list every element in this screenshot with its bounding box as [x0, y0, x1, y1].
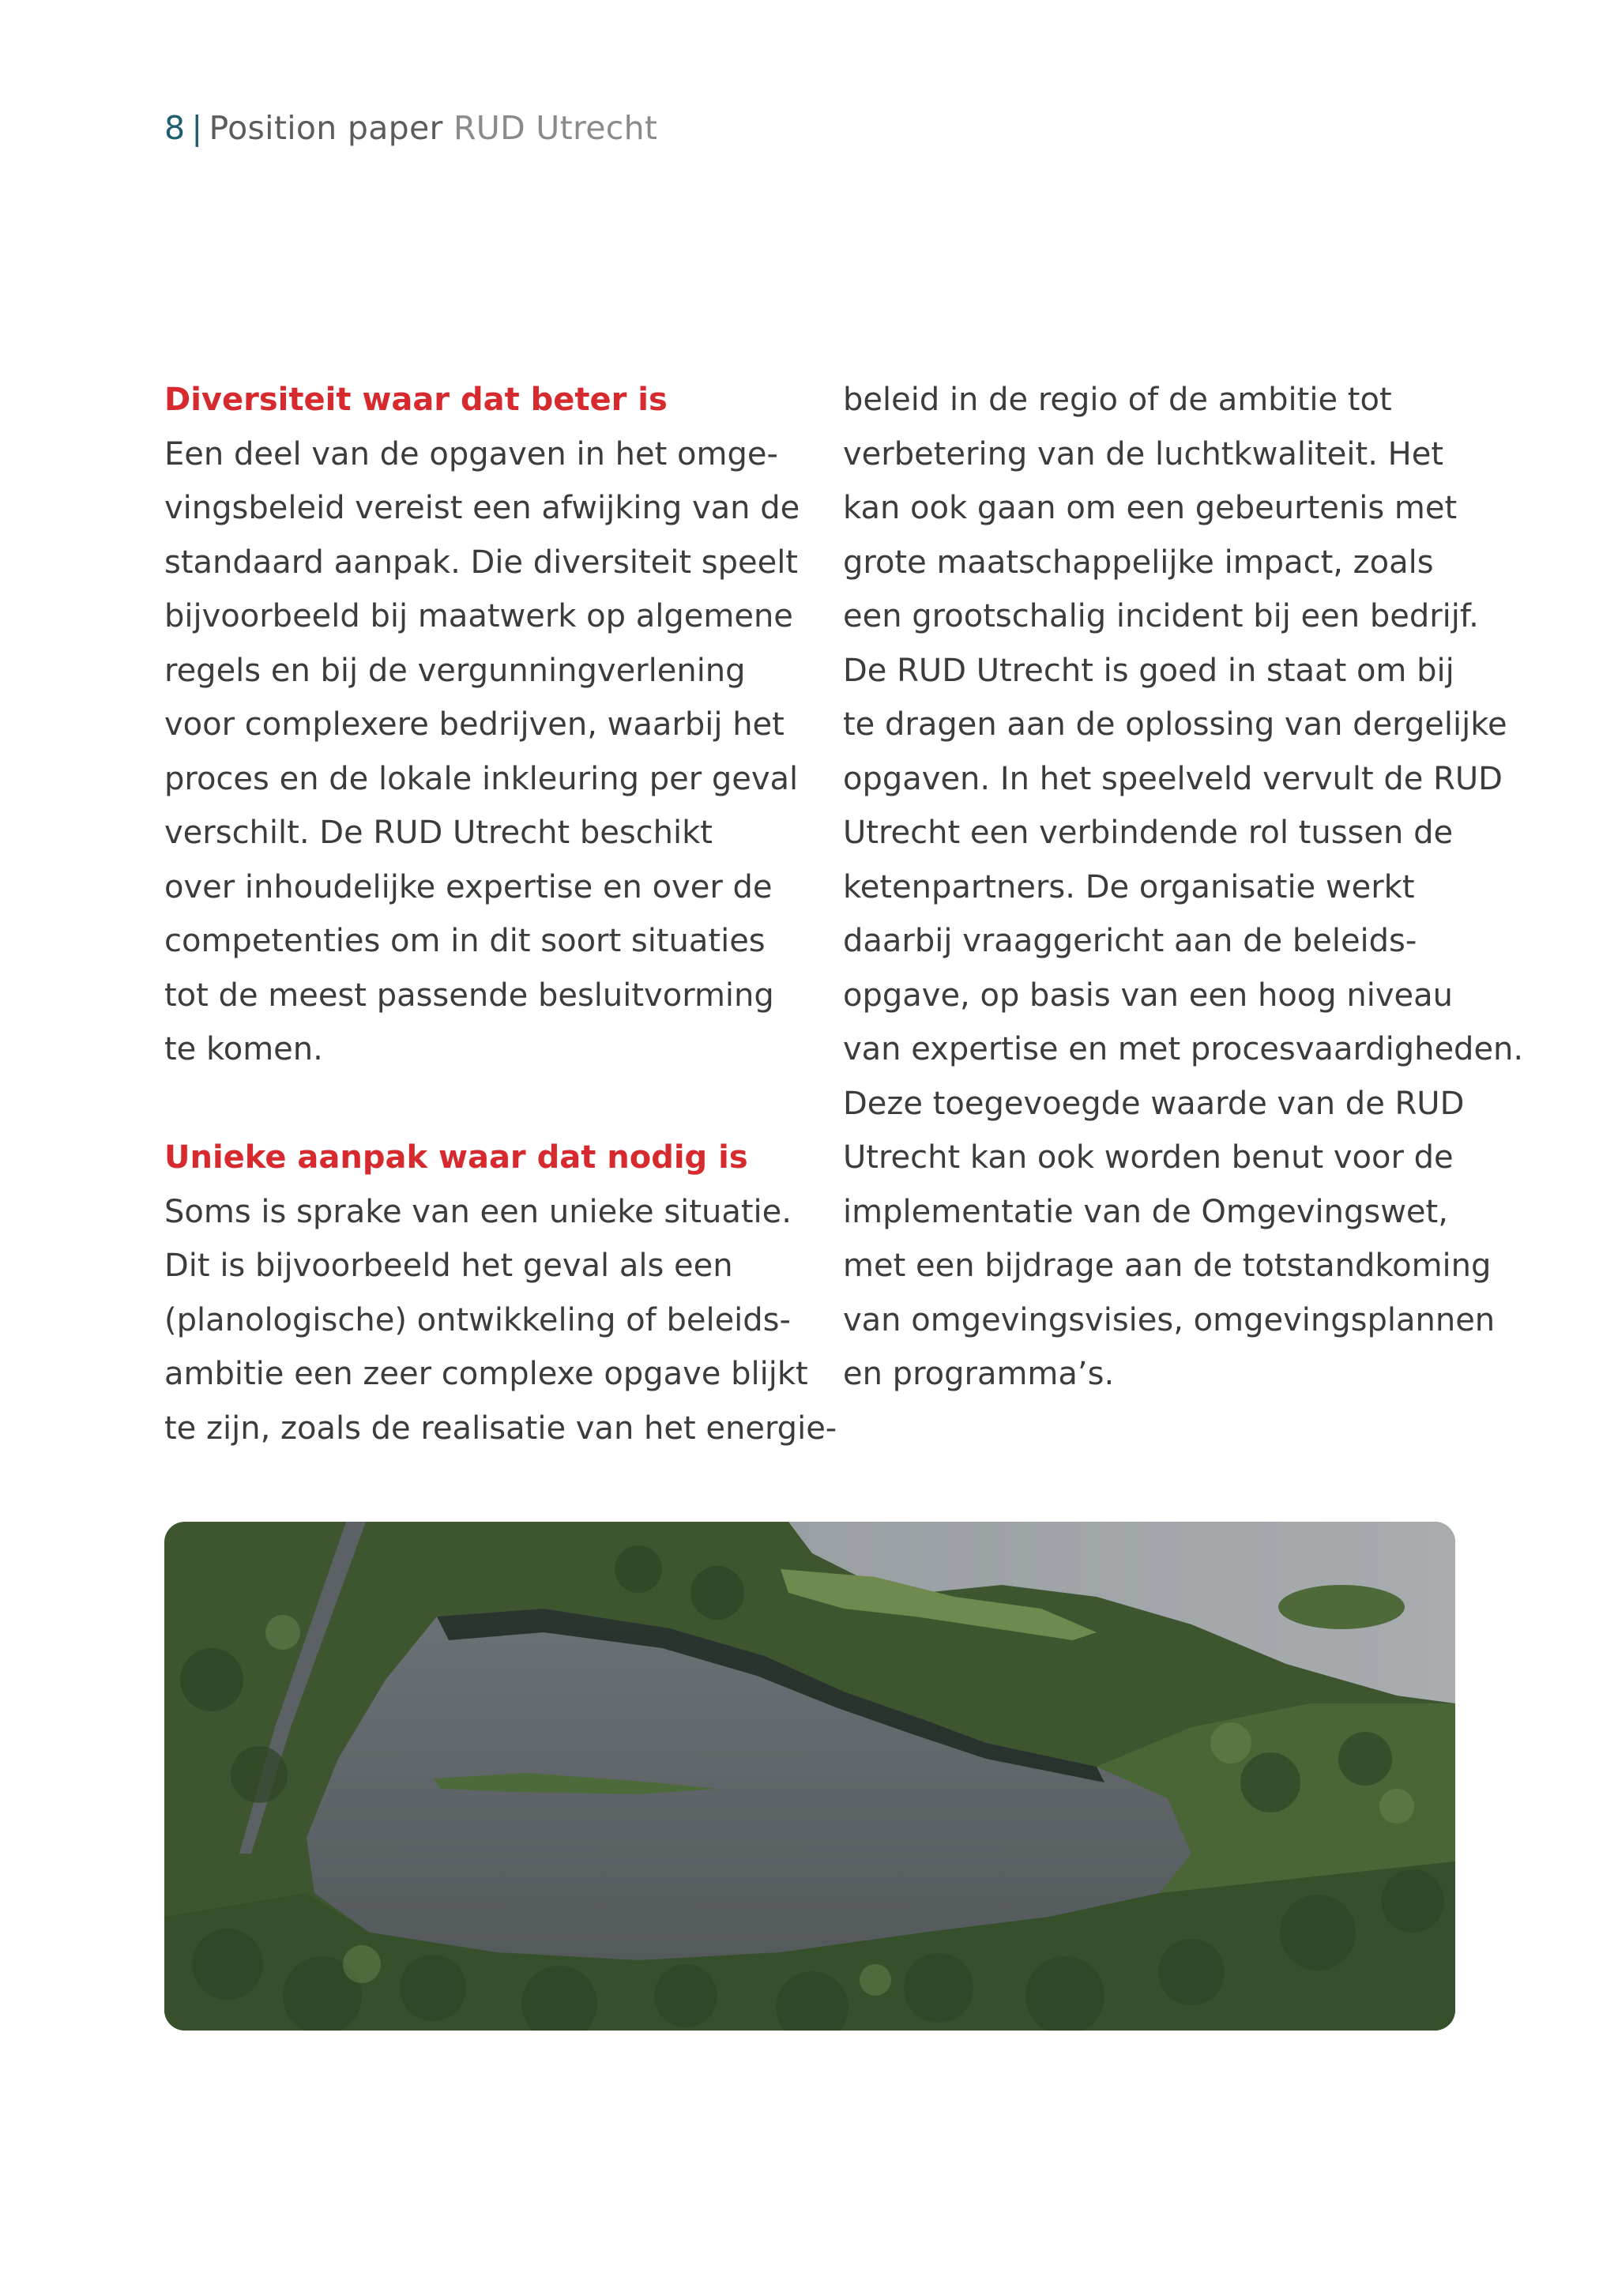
body-line: te komen. [164, 1031, 323, 1067]
right-column [843, 373, 1524, 1402]
body-line: opgave, op basis van een hoog niveau [843, 977, 1454, 1014]
body-line: Deze toegevoegde waarde van de RUD [843, 1085, 1465, 1122]
body-line: ketenpartners. De organisatie werkt [843, 868, 1415, 905]
body-line: een grootschalig incident bij een bedrijf. [843, 598, 1479, 634]
body-line: proces en de lokale inkleuring per geval [164, 760, 799, 797]
body-line: daarbij vraaggericht aan de beleids- [843, 923, 1417, 959]
running-header [164, 107, 657, 149]
body-line: standaard aanpak. Die diversiteit speelt [164, 544, 798, 581]
aerial-lake-photo [164, 1522, 1455, 2031]
body-line: van expertise en met procesvaardigheden. [843, 1031, 1524, 1067]
body-line: van omgevingsvisies, omgevingsplannen [843, 1301, 1496, 1338]
section-heading-unieke-aanpak: Unieke aanpak waar dat nodig is [164, 1139, 748, 1176]
body-line: Een deel van de opgaven in het omge- [164, 435, 778, 472]
body-line: te zijn, zoals de realisatie van het energie- [164, 1410, 837, 1447]
body-line: met een bijdrage aan de totstandkoming [843, 1248, 1492, 1284]
body-line: tot de meest passende besluitvorming [164, 977, 774, 1014]
body-line: grote maatschappelijke impact, zoals [843, 544, 1434, 581]
header-separator: | [191, 109, 203, 147]
body-line: opgaven. In het speelveld vervult de RUD [843, 760, 1503, 797]
body-line: te dragen aan de oplossing van dergelijke [843, 706, 1507, 743]
body-line: Soms is sprake van een unieke situatie. [164, 1193, 792, 1230]
body-line: ambitie een zeer complexe opgave blijkt [164, 1356, 808, 1392]
document-title: Position paper [209, 109, 443, 147]
body-line: verbetering van de luchtkwaliteit. Het [843, 435, 1443, 472]
paragraph-gap [164, 1077, 812, 1131]
body-line: implementatie van de Omgevingswet, [843, 1193, 1448, 1230]
body-line: Utrecht kan ook worden benut voor de [843, 1139, 1454, 1176]
body-line: bijvoorbeeld bij maatwerk op algemene [164, 598, 793, 634]
left-column [164, 373, 837, 1455]
page-number: 8 [164, 109, 186, 147]
body-line: en programma’s. [843, 1356, 1115, 1392]
body-line: regels en bij de vergunningverlening [164, 652, 746, 689]
body-line: De RUD Utrecht is goed in staat om bij [843, 652, 1454, 689]
body-line: beleid in de regio of de ambitie tot [843, 382, 1392, 418]
aerial-lake-illustration [164, 1522, 1455, 2031]
body-line: vingsbeleid vereist een afwijking van de [164, 490, 800, 526]
section-heading-diversiteit: Diversiteit waar dat beter is [164, 382, 668, 418]
body-line: (planologische) ontwikkeling of beleids- [164, 1301, 791, 1338]
body-line: verschilt. De RUD Utrecht beschikt [164, 815, 713, 851]
body-line: competenties om in dit soort situaties [164, 923, 766, 959]
body-line: Utrecht een verbindende rol tussen de [843, 815, 1454, 851]
organization-name: RUD Utrecht [453, 109, 658, 147]
body-line: kan ook gaan om een gebeurtenis met [843, 490, 1458, 526]
body-line: Dit is bijvoorbeeld het geval als een [164, 1248, 733, 1284]
body-line: voor complexere bedrijven, waarbij het [164, 706, 785, 743]
body-line: over inhoudelijke expertise en over de [164, 868, 773, 905]
island [1278, 1585, 1405, 1629]
